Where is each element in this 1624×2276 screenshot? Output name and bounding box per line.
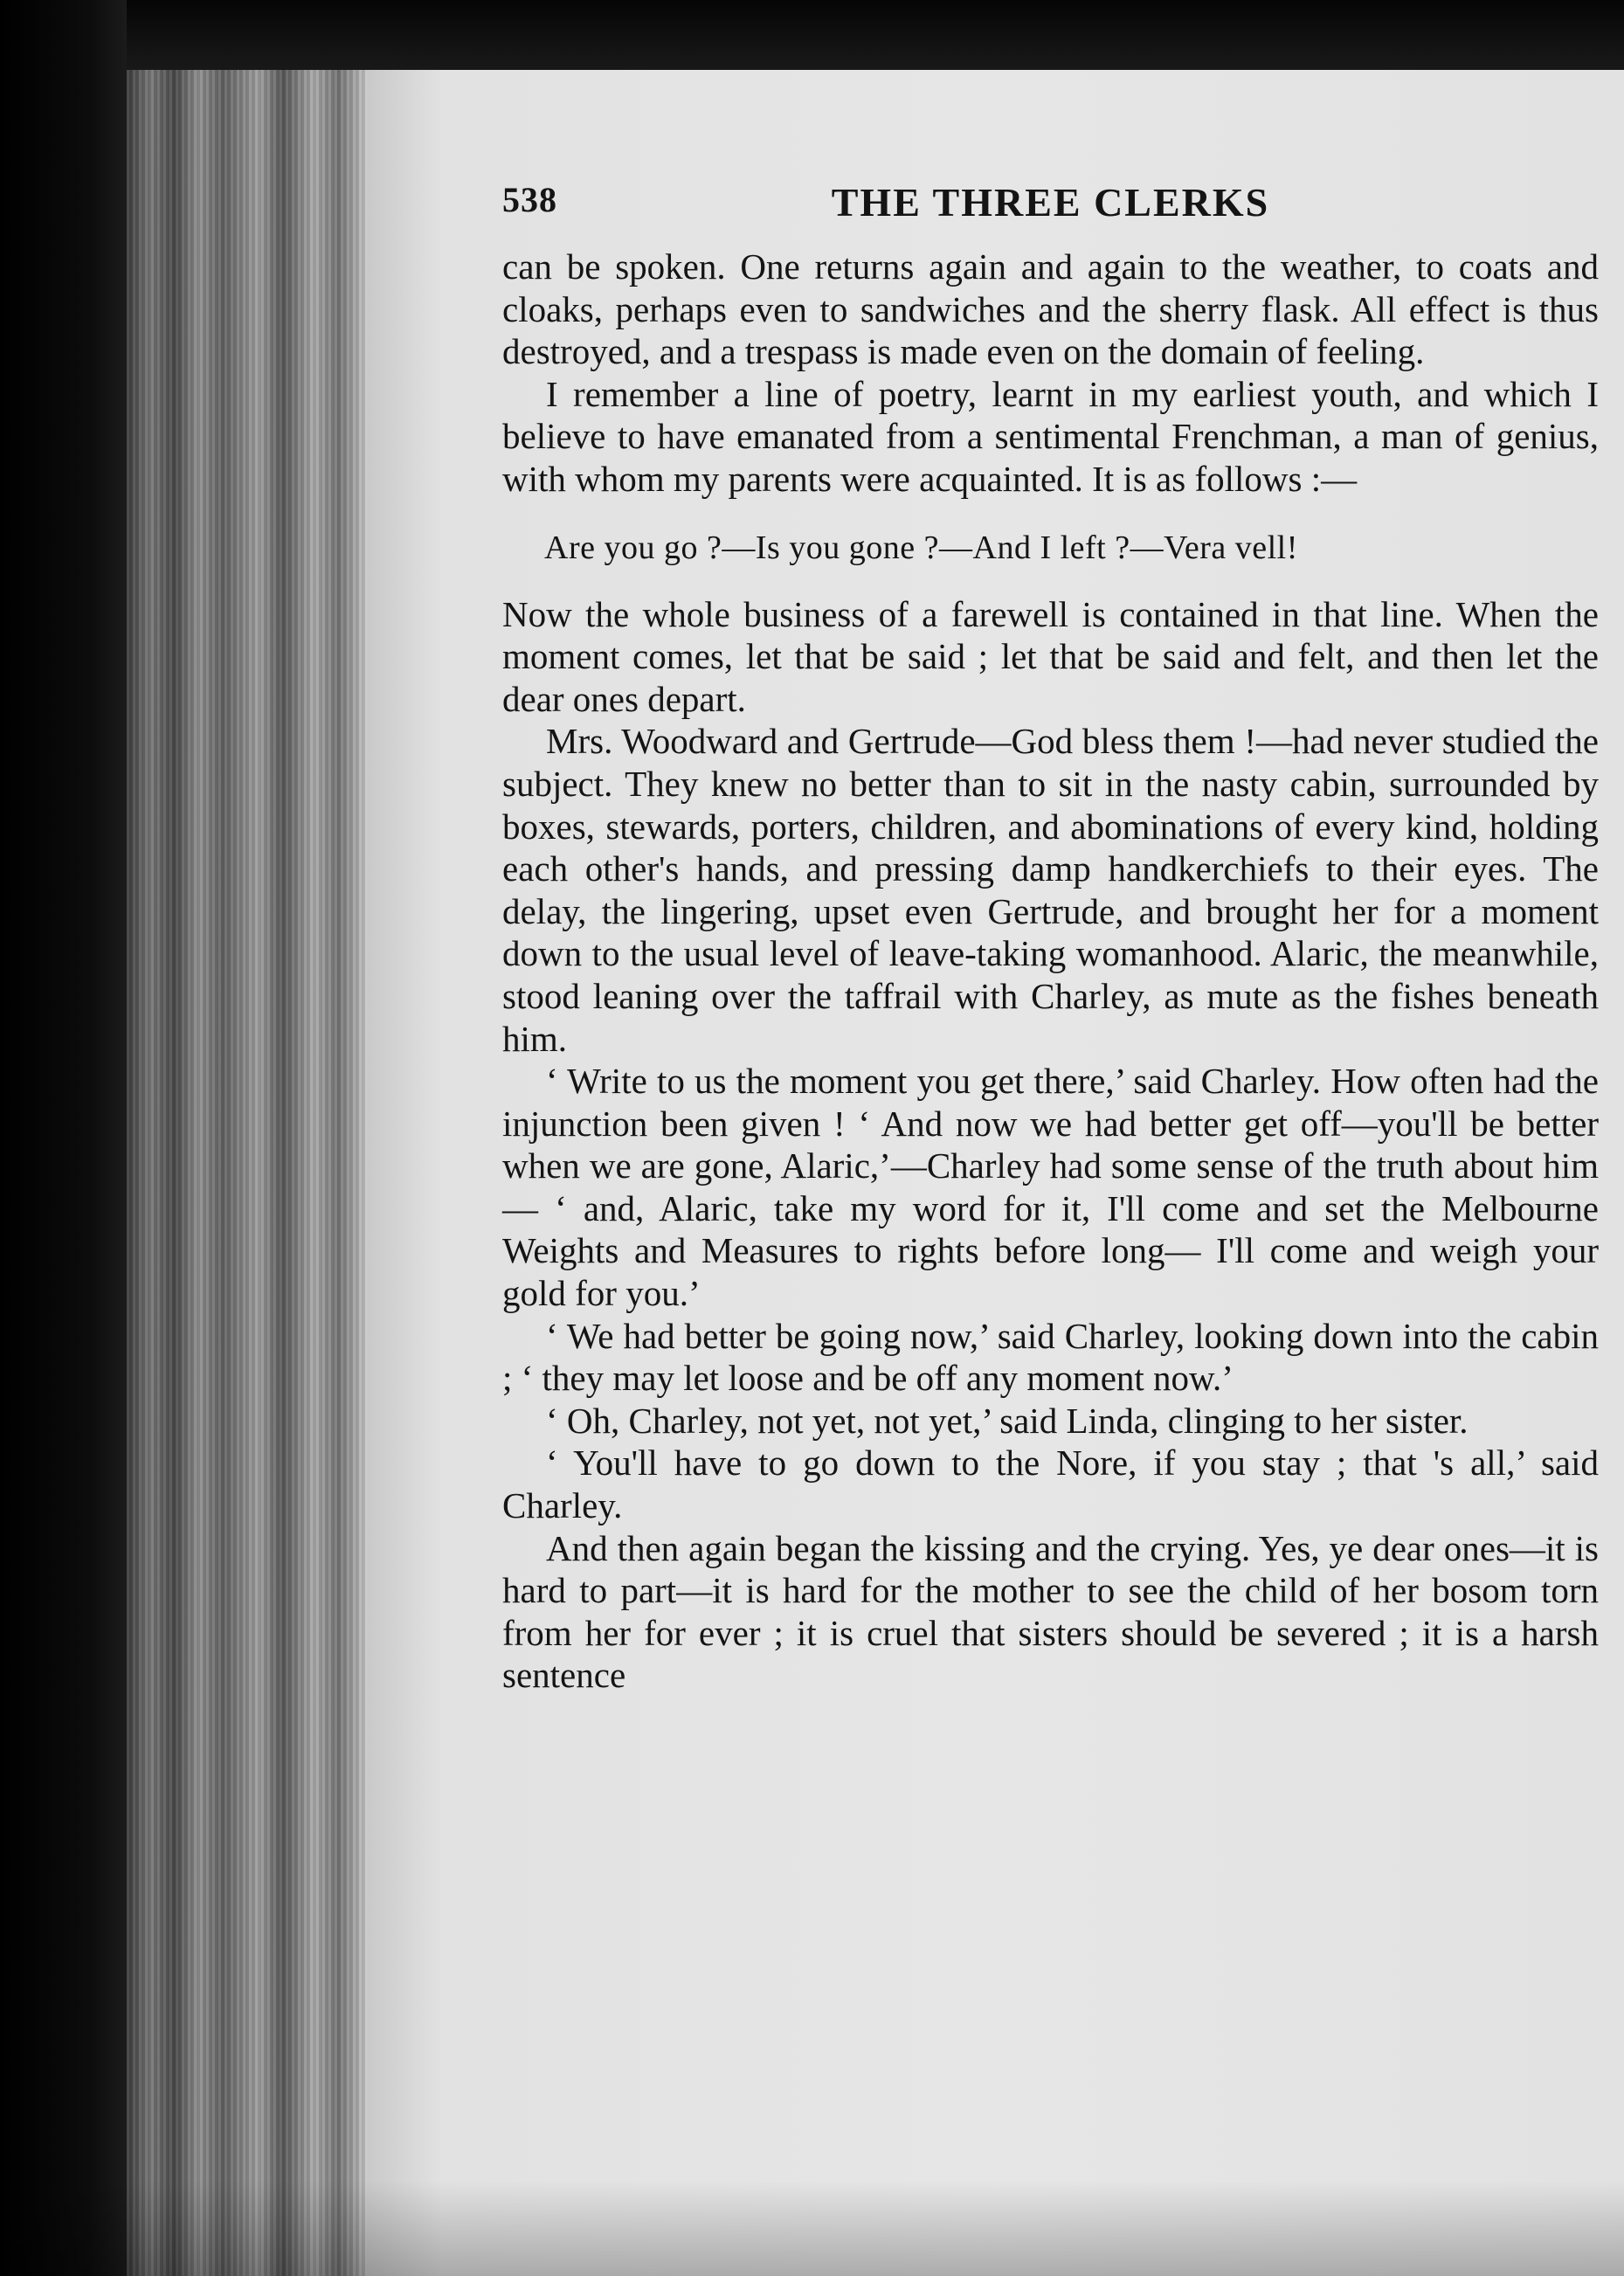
paragraph-7: ‘ Oh, Charley, not yet, not yet,’ said Linda, clinging to her sister. bbox=[546, 1400, 1469, 1441]
paragraph-1: can be spoken. One returns again and again to the weather, to coats and cloaks, perhaps even to sandwiches and the sherry flask. All effect is thus destroyed, and a trespass is made even on the domain of feeling. bbox=[502, 246, 1599, 372]
paragraph-2: I remember a line of poetry, learnt in my earliest youth, and which I believe to have emanated from a sentimental Frenchman, a man of genius, with whom my parents were acquainted. It is as follows :— bbox=[502, 373, 1599, 499]
paragraph-5: ‘ Write to us the moment you get there,’ said Charley. How often had the injunction been given ! ‘ And now we had better get off—you'll be better when we are gone, Alaric,’—Charley had some sense of the truth about him— ‘ and, Alaric, take my word for it, I'll come and set the Melbourne Weights and Measures to rights before long— I'll come and weigh your gold for you.’ bbox=[502, 1061, 1599, 1314]
paragraph-6: ‘ We had better be going now,’ said Charley, looking down into the cabin ; ‘ they may let loose and be off any moment now.’ bbox=[502, 1315, 1599, 1399]
verse-line: Are you go ?—Is you gone ?—And I left ?—Vera vell! bbox=[544, 529, 1298, 566]
running-title: THE THREE CLERKS bbox=[831, 180, 1270, 225]
scan-border-left bbox=[0, 0, 127, 2276]
paragraph-3: Now the whole business of a farewell is contained in that line. When the moment comes, let that be said ; let that be said and felt, and then let the dear ones depart. bbox=[502, 593, 1599, 719]
page-content bbox=[502, 179, 1599, 1697]
page-gutter-streaks bbox=[127, 70, 367, 2276]
paragraph-9: And then again began the kissing and the crying. Yes, ye dear ones—it is hard to part—it is hard for the mother to see the child of her bosom torn from her for ever ; it is cruel that sisters should be severed ; it is a harsh sentence bbox=[502, 1527, 1599, 1696]
scan-border-top bbox=[0, 0, 1624, 79]
paragraph-4: Mrs. Woodward and Gertrude—God bless them !—had never studied the subject. They knew no better than to sit in the nasty cabin, surrounded by boxes, stewards, porters, children, and abominations of every kind, holding each other's hands, and pressing damp handkerchiefs to their eyes. The delay, the lingering, upset even Gertrude, and brought her for a moment down to the usual level of leave-taking womanhood. Alaric, the meanwhile, stood leaning over the taffrail with Charley, as mute as the fishes beneath him. bbox=[502, 721, 1599, 1059]
paragraph-8: ‘ You'll have to go down to the Nore, if you stay ; that 's all,’ said Charley. bbox=[502, 1442, 1599, 1526]
page-number: 538 bbox=[502, 180, 557, 219]
page-header bbox=[502, 179, 1599, 232]
